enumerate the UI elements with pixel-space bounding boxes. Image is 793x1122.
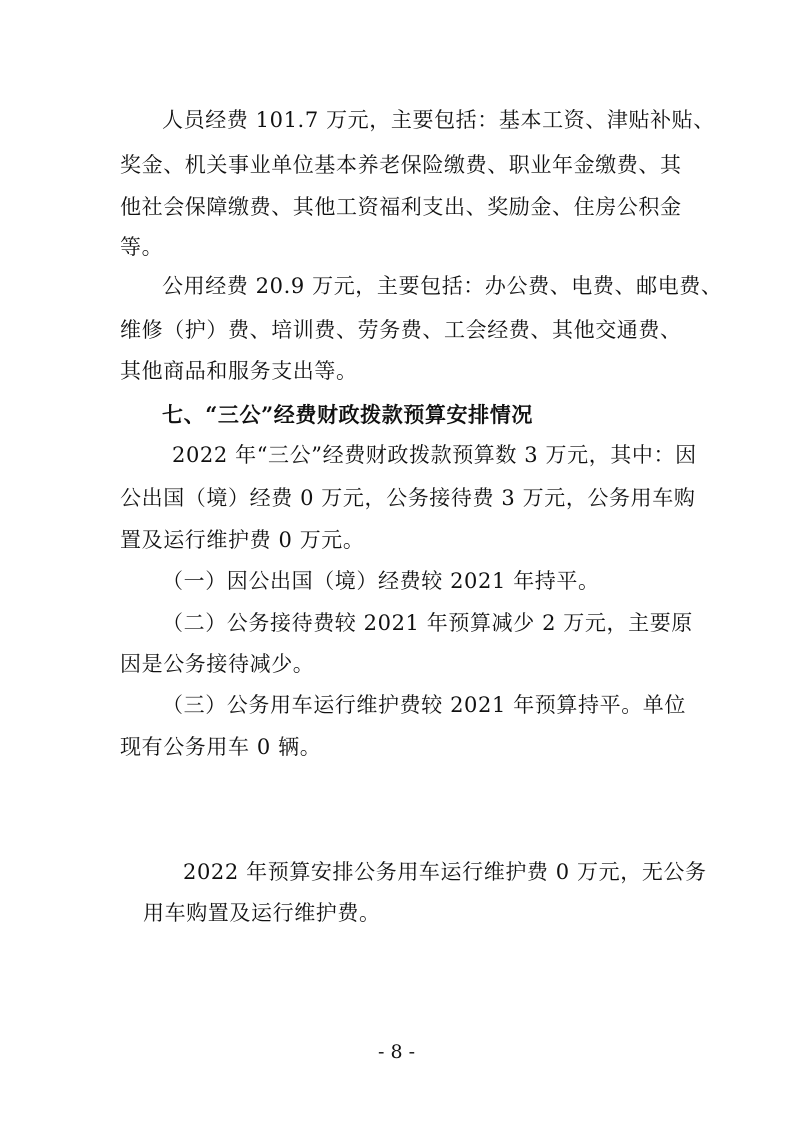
paragraph-line: 等。 [120, 235, 164, 259]
paragraph-line: 公用经费 20.9 万元，主要包括：办公费、电费、邮电费、 [162, 274, 723, 298]
paragraph-line: （三）公务用车运行维护费较 2021 年预算持平。单位 [162, 693, 686, 717]
paragraph-line: 他社会保障缴费、其他工资福利支出、奖励金、住房公积金 [120, 195, 682, 219]
paragraph-line: （一）因公出国（境）经费较 2021 年持平。 [162, 569, 600, 593]
paragraph-line: 置及运行维护费 0 万元。 [120, 528, 365, 552]
paragraph-line: 其他商品和服务支出等。 [120, 359, 358, 383]
paragraph-line: 用车购置及运行维护费。 [143, 901, 381, 925]
paragraph-line: 2022 年“三公”经费财政拨款预算数 3 万元，其中：因 [172, 443, 697, 467]
paragraph-line: 因是公务接待减少。 [120, 652, 315, 676]
paragraph-line: 维修（护）费、培训费、劳务费、工会经费、其他交通费、 [120, 318, 682, 342]
paragraph-line: 人员经费 101.7 万元，主要包括：基本工资、津贴补贴、 [162, 108, 715, 132]
section-heading: 七、“三公”经费财政拨款预算安排情况 [162, 402, 533, 427]
paragraph-line: 公出国（境）经费 0 万元，公务接待费 3 万元，公务用车购 [120, 486, 696, 510]
paragraph-line: 奖金、机关事业单位基本养老保险缴费、职业年金缴费、其 [120, 153, 682, 177]
paragraph-line: （二）公务接待费较 2021 年预算减少 2 万元，主要原 [162, 611, 693, 635]
page-number: - 8 - [377, 1041, 415, 1063]
paragraph-line: 现有公务用车 0 辆。 [120, 735, 322, 759]
paragraph-line: 2022 年预算安排公务用车运行维护费 0 万元，无公务 [183, 860, 707, 884]
